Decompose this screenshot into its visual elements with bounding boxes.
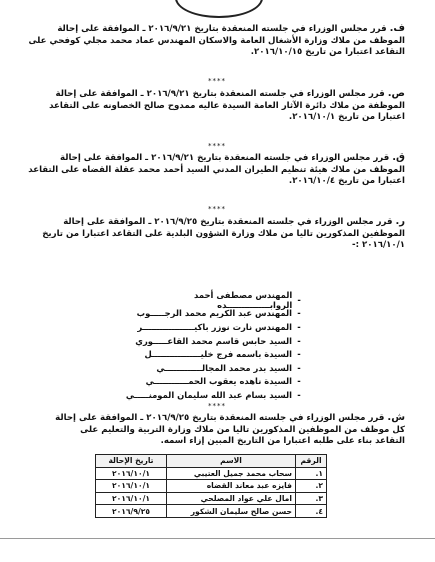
list-item [120,334,306,348]
cell-name: امال علي عواد المصلحي [167,492,296,505]
retiree-name: المهندس عبد الكريم محمد الرجـــــوب [136,308,292,319]
paragraph-body: قرر مجلس الوزراء في جلسته المنعقدة بتاريخ ٢٠١٦/٩/٢٥ ـ الموافقة على إحالة كل موظف من الموظفين المذكورين تاليا من ملاك وزارة التربية والتعليم على التقاعد بناء على طلبه اعتبارا من التاريخ المبين إزاء اسمه. [55,413,405,447]
paragraph-body: قرر مجلس الوزراء في جلسته المنعقدة بتاريخ ٢٠١٦/٩/٢١ ـ الموافقة على إحالة الموظف من ملاك وزارة الأشغال العامة والاسكان المهندس عماد محمد مجلي كوفحي على التقاعد اعتبارا من تاريخ ٢٠١٦/١٠/١٥. [28,24,405,58]
cell-number: ٤. [296,505,327,518]
paragraph-sh [48,412,405,448]
retiree-name: السيدة ناهده يعقوب الحمــــــــــــي [145,376,292,387]
list-dash: - [297,321,301,332]
list-item [120,375,306,389]
separator-stars: **** [208,77,226,85]
separator-stars: **** [208,402,226,410]
retiree-name: المهندس مصطفى أحمد الروابـــــــــــــــده [194,289,293,310]
page-divider [0,538,435,539]
table-row [96,492,327,505]
cell-number: ٣. [296,492,327,505]
cell-number: ١. [296,467,327,480]
table-row [96,467,327,480]
paragraph-s [28,88,405,124]
column-header-name: الاسم [167,455,296,468]
paragraph-letter: ق. [392,152,405,163]
list-item [120,361,306,375]
cell-date: ٢٠١٦/١٠/١ [96,480,167,493]
paragraph-letter: ش. [387,412,405,423]
column-header-number: الرقم [296,455,327,468]
retiree-name: السيد بدر محمد المجالـــــــــــــي [156,362,292,373]
retirement-table [95,454,327,518]
retiree-name: السيد حابس قاسم محمد القاعـــــوري [135,335,292,346]
retiree-name: السيد بسام عبد الله سليمان المومنـــــي [125,389,292,400]
paragraph-body: قرر مجلس الوزراء في جلسته المنعقدة بتاريخ ٢٠١٦/٩/٢١ ـ الموافقة على إحالة الموظف من ملاك هيئة تنظيم الطيران المدني السيد أحمد محمد عقلة القضاه على التقاعد اعتبارا من تاريخ ٢٠١٦/١٠/٤. [28,153,405,187]
list-item [120,307,306,321]
list-dash: - [297,362,301,373]
paragraph-letter: ر. [395,216,405,227]
list-dash: - [297,376,301,387]
list-dash: - [297,294,301,305]
retiree-name: المهندس نارت نوزر باكيــــــــــــــــــر [137,321,292,332]
paragraph-body: قرر مجلس الوزراء في جلسته المنعقدة بتاريخ ٢٠١٦/٩/٢٥ ـ الموافقة على إحالة الموظفين المذكورين تاليا من ملاك وزارة الشؤون البلدية على التقاعد اعتبارا من تاريخ ٢٠١٦/١٠/١ :- [42,217,405,251]
table-row [96,505,327,518]
table-header-row [96,455,327,468]
list-item [120,347,306,361]
list-item [120,320,306,334]
separator-stars: **** [208,142,226,150]
separator-stars: **** [208,205,226,213]
cell-date: ٢٠١٦/٩/٢٥ [96,505,167,518]
cell-date: ٢٠١٦/١٠/١ [96,467,167,480]
retiree-names-list [120,289,306,402]
retiree-name: السيدة باسمه فرج خليـــــــــــــــــل [144,349,292,360]
list-dash: - [297,308,301,319]
paragraph-letter: ص. [387,88,405,99]
paragraph-body: قرر مجلس الوزراء في جلسته المنعقدة بتاريخ ٢٠١٦/٩/٢١ ـ الموافقة على إحالة الموظفة من ملاك دائرة الآثار العامة السيدة عاليه ممدوح صالح الخصاونه على التقاعد اعتبارا من تاريخ ٢٠١٦/١٠/١. [49,89,405,123]
list-item [120,289,306,310]
list-dash: - [297,389,301,400]
list-dash: - [297,349,301,360]
paragraph-letter: ف. [389,23,405,34]
column-header-date: تاريخ الإحالة [96,455,167,468]
paragraph-q [28,152,405,188]
list-dash: - [297,335,301,346]
cell-name: سحاب محمد جميل العتيبي [167,467,296,480]
seal-emblem [175,0,263,18]
list-item [120,388,306,402]
table-row [96,480,327,493]
cell-number: ٢. [296,480,327,493]
cell-name: حسن صالح سليمان الشكور [167,505,296,518]
cell-name: فايزه عبد معاند القضاه [167,480,296,493]
paragraph-f [28,23,405,59]
cell-date: ٢٠١٦/١٠/١ [96,492,167,505]
paragraph-r [28,216,405,252]
